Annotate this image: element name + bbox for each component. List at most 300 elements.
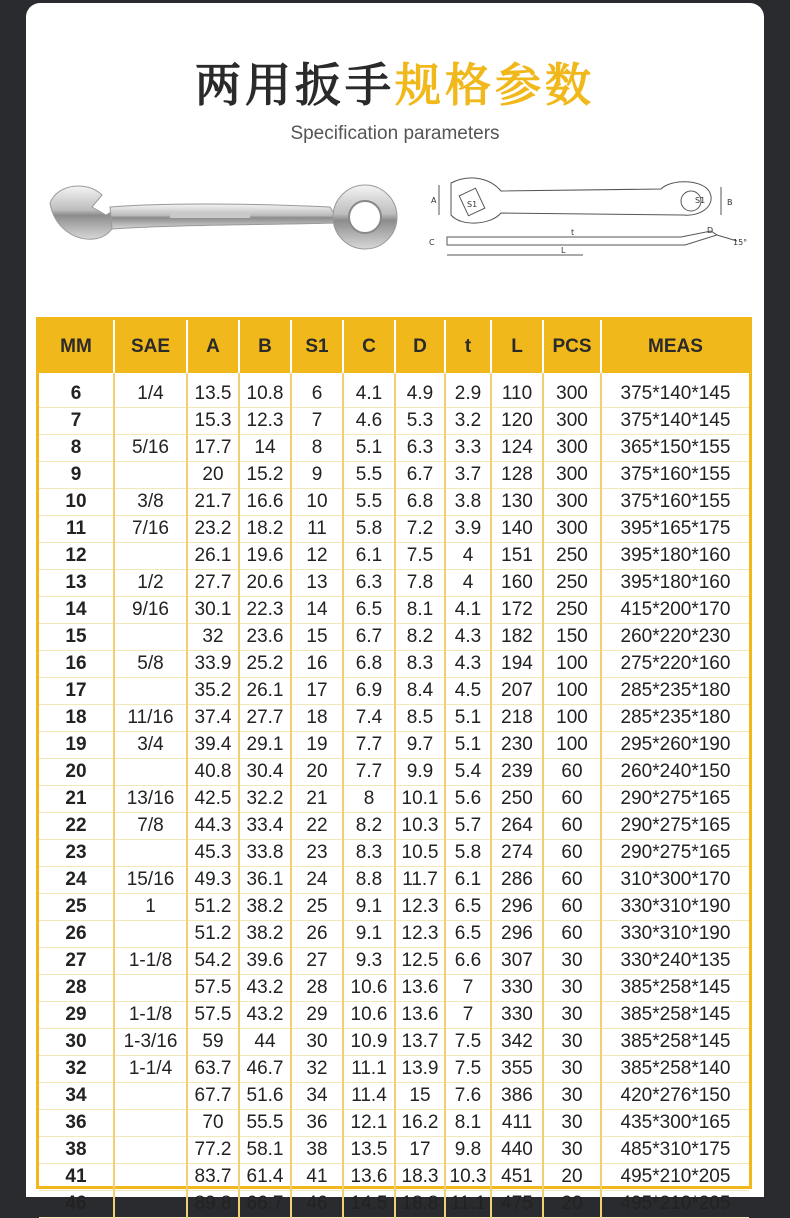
table-cell: 3.7 [445,462,491,489]
table-cell: 16 [291,651,343,678]
table-cell: 16.6 [239,489,291,516]
table-cell: 182 [491,624,543,651]
table-cell: 32.2 [239,786,291,813]
table-row [39,435,749,462]
table-cell: 5.8 [445,840,491,867]
table-cell: 45.3 [187,840,239,867]
table-cell: 67.7 [187,1083,239,1110]
table-cell: 5.1 [445,705,491,732]
table-cell: 342 [491,1029,543,1056]
table-cell: 5.3 [395,408,445,435]
table-cell: 7.4 [343,705,395,732]
table-cell: 30 [543,1056,601,1083]
table-cell: 29.1 [239,732,291,759]
spec-card [26,3,764,1214]
table-cell: 12.5 [395,948,445,975]
table-cell: 30 [291,1029,343,1056]
table-cell: 11.7 [395,867,445,894]
table-row [39,408,749,435]
table-cell: 13.6 [395,975,445,1002]
title-dark: 两用扳手 [195,58,395,112]
table-cell: 10.1 [395,786,445,813]
table-cell: 13.6 [395,1002,445,1029]
table-cell: 15.3 [187,408,239,435]
table-cell: 3/4 [114,732,187,759]
table-cell: 21.7 [187,489,239,516]
table-cell: 18.8 [395,1191,445,1218]
table-cell: 420*276*150 [601,1083,749,1110]
table-cell: 4.3 [445,651,491,678]
table-cell: 60 [543,813,601,840]
table-cell: 20 [187,462,239,489]
table-cell: 39.6 [239,948,291,975]
column-header: PCS [543,320,601,373]
table-cell: 13 [291,570,343,597]
table-cell: 9 [291,462,343,489]
table-cell: 264 [491,813,543,840]
table-cell: 150 [543,624,601,651]
table-cell: 120 [491,408,543,435]
label-C: C [429,238,435,247]
table-cell: 25 [39,894,114,921]
table-cell: 7 [39,408,114,435]
table-cell: 4.1 [343,373,395,408]
table-cell: 23 [291,840,343,867]
table-cell: 8.2 [395,624,445,651]
table-cell: 11 [39,516,114,543]
table-cell: 300 [543,408,601,435]
table-cell: 25 [291,894,343,921]
column-header: B [239,320,291,373]
table-cell: 385*258*140 [601,1056,749,1083]
table-cell: 20 [543,1164,601,1191]
table-row [39,489,749,516]
label-S1-open: S1 [467,200,478,209]
table-row [39,975,749,1002]
table-cell: 100 [543,705,601,732]
table-cell: 285*235*180 [601,678,749,705]
label-B: B [727,198,733,207]
table-cell: 375*140*145 [601,373,749,408]
table-cell: 172 [491,597,543,624]
table-cell: 14 [239,435,291,462]
table-cell: 250 [491,786,543,813]
page-title [26,55,764,115]
table-cell: 8 [39,435,114,462]
table-cell: 28 [291,975,343,1002]
table-cell: 286 [491,867,543,894]
table-row [39,732,749,759]
table-cell: 19.6 [239,543,291,570]
table-cell: 8.1 [395,597,445,624]
table-cell: 16 [39,651,114,678]
table-cell: 14 [291,597,343,624]
table-cell: 29 [291,1002,343,1029]
table-cell: 1-1/4 [114,1056,187,1083]
table-cell: 5.7 [445,813,491,840]
table-cell: 19 [291,732,343,759]
table-cell: 38.2 [239,894,291,921]
table-row [39,1137,749,1164]
table-cell: 250 [543,570,601,597]
table-cell [114,975,187,1002]
table-cell: 4.6 [343,408,395,435]
table-cell [114,840,187,867]
table-cell: 300 [543,373,601,408]
table-cell: 11.1 [343,1056,395,1083]
table-row [39,570,749,597]
table-cell: 18 [39,705,114,732]
table-cell: 51.6 [239,1083,291,1110]
table-cell: 365*150*155 [601,435,749,462]
table-cell: 60 [543,786,601,813]
table-cell: 151 [491,543,543,570]
table-row [39,1164,749,1191]
table-row [39,705,749,732]
table-cell: 15 [291,624,343,651]
table-cell: 35.2 [187,678,239,705]
table-cell: 495*210*205 [601,1191,749,1218]
table-cell: 10.6 [343,975,395,1002]
table-cell: 8.4 [395,678,445,705]
column-header: L [491,320,543,373]
table-cell: 300 [543,516,601,543]
table-cell: 6.5 [343,597,395,624]
table-cell: 330*310*190 [601,894,749,921]
table-cell: 3/8 [114,489,187,516]
table-cell: 38.2 [239,921,291,948]
table-cell: 194 [491,651,543,678]
table-cell: 38 [39,1137,114,1164]
table-cell: 385*258*145 [601,1002,749,1029]
table-cell: 25.2 [239,651,291,678]
table-cell: 130 [491,489,543,516]
table-cell: 13/16 [114,786,187,813]
table-cell: 10.5 [395,840,445,867]
table-cell: 5.5 [343,462,395,489]
table-cell: 395*165*175 [601,516,749,543]
table-cell: 27 [291,948,343,975]
table-cell: 1/2 [114,570,187,597]
table-cell: 30 [543,948,601,975]
table-cell: 275*220*160 [601,651,749,678]
table-cell: 100 [543,732,601,759]
table-cell: 26.1 [187,543,239,570]
table-cell: 51.2 [187,921,239,948]
table-cell: 10.3 [395,813,445,840]
table-cell: 36 [291,1110,343,1137]
table-row [39,894,749,921]
table-row [39,516,749,543]
table-cell: 7.5 [445,1029,491,1056]
table-row [39,948,749,975]
table-row [39,462,749,489]
table-cell: 260*220*230 [601,624,749,651]
table-cell: 12 [39,543,114,570]
table-cell: 14 [39,597,114,624]
table-cell: 1-1/8 [114,1002,187,1029]
table-cell: 386 [491,1083,543,1110]
table-cell: 18.3 [395,1164,445,1191]
table-cell: 15.2 [239,462,291,489]
table-cell: 17.7 [187,435,239,462]
table-cell [114,1083,187,1110]
table-row [39,921,749,948]
table-cell: 375*140*145 [601,408,749,435]
table-cell: 30 [543,1083,601,1110]
table-cell: 63.7 [187,1056,239,1083]
table-cell: 4 [445,570,491,597]
table-cell: 11/16 [114,705,187,732]
table-header-row [39,320,749,373]
table-cell: 260*240*150 [601,759,749,786]
table-cell: 19 [39,732,114,759]
table-cell: 13.5 [343,1137,395,1164]
table-cell: 128 [491,462,543,489]
table-body [39,373,749,1218]
table-cell: 8.2 [343,813,395,840]
column-header: MEAS [601,320,749,373]
table-cell: 6.7 [395,462,445,489]
table-cell: 33.9 [187,651,239,678]
table-cell: 24 [291,867,343,894]
table-cell [114,408,187,435]
table-cell: 41 [39,1164,114,1191]
column-header: t [445,320,491,373]
table-cell: 8 [343,786,395,813]
table-cell: 307 [491,948,543,975]
table-cell: 83.7 [187,1164,239,1191]
table-cell: 207 [491,678,543,705]
table-cell: 10.6 [343,1002,395,1029]
table-cell: 4.5 [445,678,491,705]
table-cell: 411 [491,1110,543,1137]
table-cell: 60 [543,840,601,867]
table-cell: 385*258*145 [601,1029,749,1056]
table-cell: 385*258*145 [601,975,749,1002]
table-cell: 89.8 [187,1191,239,1218]
table-cell: 60 [543,867,601,894]
table-cell: 17 [39,678,114,705]
table-cell: 7.6 [445,1083,491,1110]
table-cell: 46.7 [239,1056,291,1083]
table-cell: 1-1/8 [114,948,187,975]
table-cell: 44.3 [187,813,239,840]
table-cell: 20 [291,759,343,786]
table-cell: 5.5 [343,489,395,516]
table-cell: 290*275*165 [601,840,749,867]
table-cell: 28 [39,975,114,1002]
table-cell: 33.4 [239,813,291,840]
table-cell: 57.5 [187,975,239,1002]
table-cell: 5.6 [445,786,491,813]
table-cell: 250 [543,597,601,624]
table-cell: 22.3 [239,597,291,624]
table-cell: 43.2 [239,975,291,1002]
table-cell: 43.2 [239,1002,291,1029]
table-cell: 8.1 [445,1110,491,1137]
table-row [39,840,749,867]
table-cell: 30.1 [187,597,239,624]
table-cell: 5.1 [445,732,491,759]
table-cell: 290*275*165 [601,786,749,813]
table-cell: 4 [445,543,491,570]
table-cell: 7.7 [343,732,395,759]
table-cell: 7.5 [395,543,445,570]
table-cell: 60 [543,759,601,786]
table-cell: 451 [491,1164,543,1191]
table-cell: 14.5 [343,1191,395,1218]
table-cell: 9.1 [343,921,395,948]
page-subtitle: Specification parameters [290,123,500,144]
table-cell: 9 [39,462,114,489]
table-cell: 23.2 [187,516,239,543]
table-cell: 30 [39,1029,114,1056]
table-cell: 12.1 [343,1110,395,1137]
table-cell: 12.3 [239,408,291,435]
table-cell: 290*275*165 [601,813,749,840]
table-cell: 16.2 [395,1110,445,1137]
table-cell: 6.8 [343,651,395,678]
column-header: D [395,320,445,373]
table-cell: 5.4 [445,759,491,786]
table-cell: 60 [543,921,601,948]
table-cell: 18.2 [239,516,291,543]
table-cell: 15/16 [114,867,187,894]
table-cell: 32 [39,1056,114,1083]
table-cell: 12 [291,543,343,570]
table-cell: 54.2 [187,948,239,975]
table-cell: 9.8 [445,1137,491,1164]
table-row [39,543,749,570]
table-cell: 13.7 [395,1029,445,1056]
table-cell: 7/16 [114,516,187,543]
table-cell: 8.3 [343,840,395,867]
table-cell: 6.5 [445,894,491,921]
table-cell [114,1164,187,1191]
table-cell: 7.7 [343,759,395,786]
table-cell: 7.8 [395,570,445,597]
spec-table-container [36,317,752,1214]
table-cell [114,1137,187,1164]
table-cell: 9.9 [395,759,445,786]
table-cell: 21 [39,786,114,813]
table-cell: 13.9 [395,1056,445,1083]
table-cell: 36.1 [239,867,291,894]
table-cell: 6.8 [395,489,445,516]
table-cell [114,1191,187,1218]
table-cell: 8.3 [395,651,445,678]
table-cell: 20 [543,1191,601,1218]
table-cell: 42.5 [187,786,239,813]
table-cell: 34 [291,1083,343,1110]
table-row [39,624,749,651]
table-cell: 10 [291,489,343,516]
table-cell: 7 [445,1002,491,1029]
table-cell: 250 [543,543,601,570]
table-cell: 57.5 [187,1002,239,1029]
table-cell [114,624,187,651]
table-cell: 110 [491,373,543,408]
table-cell: 3.2 [445,408,491,435]
table-cell: 9.3 [343,948,395,975]
table-cell: 7 [445,975,491,1002]
table-row [39,867,749,894]
table-row [39,1083,749,1110]
table-cell: 27 [39,948,114,975]
table-cell: 21 [291,786,343,813]
table-cell: 395*180*160 [601,570,749,597]
table-cell: 375*160*155 [601,462,749,489]
table-cell: 11.1 [445,1191,491,1218]
table-cell: 10.3 [445,1164,491,1191]
table-cell: 295*260*190 [601,732,749,759]
table-cell: 46 [39,1191,114,1218]
table-row [39,1191,749,1218]
column-header: S1 [291,320,343,373]
table-cell: 3.9 [445,516,491,543]
label-L: L [561,246,566,255]
table-cell: 3.3 [445,435,491,462]
table-cell: 32 [291,1056,343,1083]
table-cell: 10 [39,489,114,516]
table-cell: 22 [39,813,114,840]
table-cell: 9.7 [395,732,445,759]
table-cell: 61.4 [239,1164,291,1191]
table-cell: 26 [291,921,343,948]
angle-label: 15° [733,238,748,247]
table-cell: 4.1 [445,597,491,624]
table-cell: 13.5 [187,373,239,408]
table-cell: 77.2 [187,1137,239,1164]
table-cell: 66.7 [239,1191,291,1218]
table-cell: 37.4 [187,705,239,732]
table-cell: 5.8 [343,516,395,543]
table-cell: 44 [239,1029,291,1056]
label-t: t [571,228,575,237]
table-cell: 296 [491,894,543,921]
table-cell: 8.5 [395,705,445,732]
table-cell: 300 [543,489,601,516]
table-cell: 140 [491,516,543,543]
table-row [39,1110,749,1137]
table-cell: 6 [39,373,114,408]
table-cell: 7 [291,408,343,435]
table-cell: 6.1 [445,867,491,894]
table-cell: 274 [491,840,543,867]
table-cell: 33.8 [239,840,291,867]
wrench-photo [40,173,410,263]
table-cell [114,921,187,948]
table-cell: 330 [491,975,543,1002]
table-cell: 285*235*180 [601,705,749,732]
table-cell: 475 [491,1191,543,1218]
table-cell: 375*160*155 [601,489,749,516]
table-cell: 12.3 [395,894,445,921]
table-cell [114,543,187,570]
table-row [39,597,749,624]
table-cell: 395*180*160 [601,543,749,570]
table-cell: 15 [395,1083,445,1110]
table-cell: 6.3 [343,570,395,597]
table-cell: 6.1 [343,543,395,570]
table-cell: 12.3 [395,921,445,948]
table-cell: 9.1 [343,894,395,921]
table-row [39,373,749,408]
table-cell: 7.2 [395,516,445,543]
title-accent: 规格参数 [395,58,595,112]
table-cell: 70 [187,1110,239,1137]
